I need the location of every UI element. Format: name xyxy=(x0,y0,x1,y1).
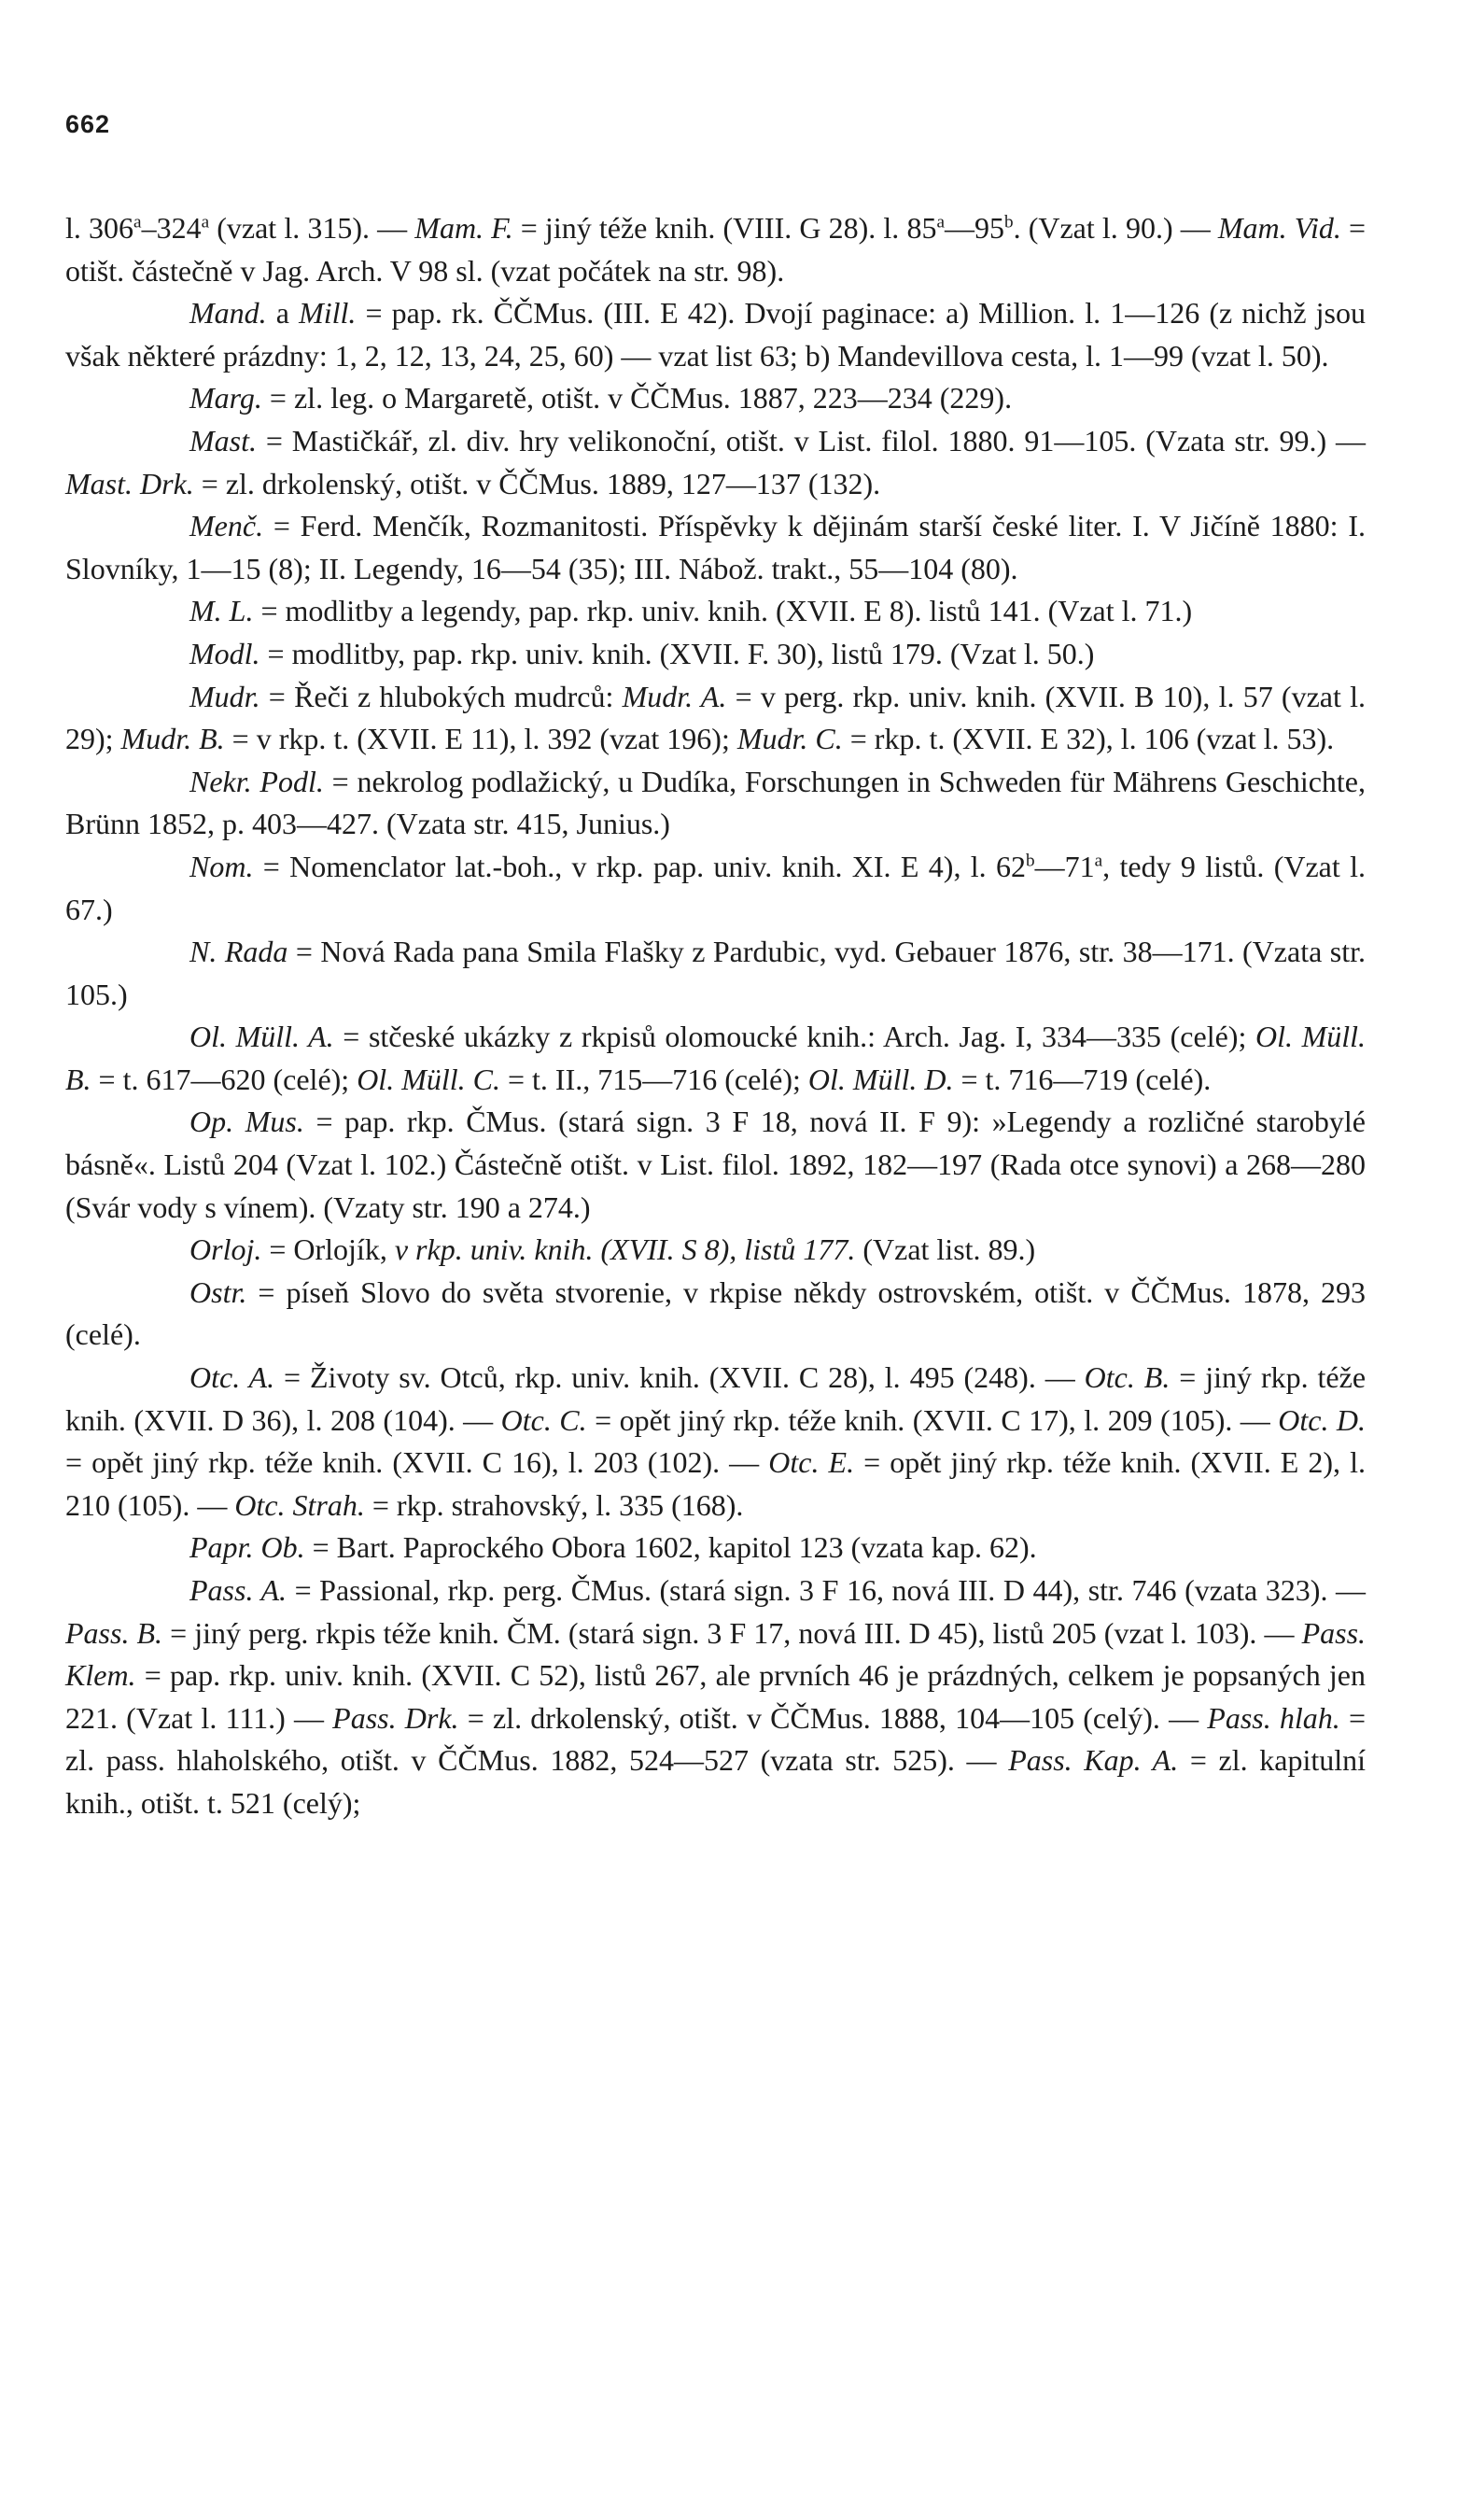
entry-text: = píseň Slovo do světa stvorenie, v rkpise někdy ostrovském, otišt. v ČČMus. 1878, 293 (celé). xyxy=(65,1274,1366,1352)
entry-text: = t. 617—620 (celé); xyxy=(91,1062,357,1096)
entry-abbreviation: Marg. xyxy=(189,381,262,415)
bibliography-entry xyxy=(65,1357,1366,1527)
entry-text: = otišt. částečně v Jag. Arch. V 98 sl. (vzat počátek na str. 98). xyxy=(65,211,1367,288)
entry-text: = t. II., 715—716 (celé); xyxy=(499,1062,808,1096)
entry-abbreviation: Otc. A. xyxy=(189,1360,275,1395)
entry-text: = v perg. rkp. univ. knih. (XVII. B 10), l. 57 (vzat l. 29); xyxy=(65,679,1367,756)
entry-superscript: b xyxy=(1026,851,1035,871)
entry-text: = jiný rkp. téže knih. (XVII. D 36), l. 208 (104). — xyxy=(65,1360,1367,1437)
entry-text: = Ferd. Menčík, Rozmanitosti. Příspěvky k dějinám starší české liter. I. V Jičíně 1880: I. Slovníky, 1—15 (8); II. Legendy, 16—54 (35); III. Nábož. trakt., 55—104 (80). xyxy=(65,509,1366,585)
bibliography-entry xyxy=(65,377,1366,420)
entry-superscript: a xyxy=(201,212,210,232)
bibliography-entry xyxy=(65,1570,1366,1825)
bibliography-entry xyxy=(65,1101,1366,1229)
entry-abbreviation: Mudr. C. xyxy=(736,722,843,756)
entry-superscript: a xyxy=(936,212,945,232)
entry-text: –324 xyxy=(141,211,202,245)
entry-abbreviation: Modl. xyxy=(189,636,260,670)
entry-text: = opět jiný rkp. téže knih. (XVII. C 16), l. 203 (102). — xyxy=(65,1445,769,1480)
entry-text: = Orlojík, xyxy=(261,1232,395,1267)
entry-text: = jiný perg. rkpis téže knih. ČM. (stará sign. 3 F 17, nová III. D 45), listů 205 (vzat l. 103). — xyxy=(162,1615,1302,1650)
entry-abbreviation: Otc. B. xyxy=(1084,1360,1171,1395)
entry-abbreviation: Mand. xyxy=(189,296,267,331)
bibliography-entry xyxy=(65,931,1366,1016)
entry-abbreviation: Papr. Ob. xyxy=(189,1530,305,1565)
entry-text: = Nomenclator lat.-boh., v rkp. pap. univ. knih. XI. E 4), l. 62 xyxy=(253,849,1027,883)
entry-text: a xyxy=(266,296,300,331)
entry-text: = Passional, rkp. perg. ČMus. (stará sign. 3 F 16, nová III. D 44), str. 746 (vzata 323). — xyxy=(287,1573,1367,1607)
entry-text: —71 xyxy=(1034,849,1095,883)
entry-abbreviation: Op. Mus. xyxy=(189,1105,304,1139)
bibliography-entry xyxy=(65,420,1366,505)
entry-abbreviation: Ostr. xyxy=(189,1274,247,1309)
entry-abbreviation: Otc. E. xyxy=(768,1445,855,1480)
entry-abbreviation: Ol. Müll. A. xyxy=(189,1020,334,1054)
entry-text: = zl. pass. hlaholského, otišt. v ČČMus. 1882, 524—527 (vzata str. 525). — xyxy=(65,1700,1367,1778)
entry-text: = t. 716—719 (celé). xyxy=(953,1062,1212,1096)
entry-abbreviation: Ol. Müll. B. xyxy=(65,1020,1367,1096)
bibliography-entry xyxy=(65,633,1366,676)
entry-text: = pap. rkp. univ. knih. (XVII. C 52), listů 267, ale prvních 46 je prázdných, celkem je popsaných jen 221. (Vzat l. 111.) — xyxy=(65,1658,1366,1735)
entry-text: = zl. drkolenský, otišt. v ČČMus. 1888, 104—105 (celý). — xyxy=(458,1700,1208,1735)
entry-superscript: b xyxy=(1003,212,1014,232)
entry-abbreviation: Otc. C. xyxy=(500,1402,587,1437)
entry-text: = opět jiný rkp. téže knih. (XVII. C 17), l. 209 (105). — xyxy=(586,1402,1279,1437)
entry-abbreviation: Menč. xyxy=(189,509,264,543)
entry-abbreviation: N. Rada xyxy=(189,935,288,969)
entry-text: = Nová Rada pana Smila Flašky z Pardubic, vyd. Gebauer 1876, str. 38—171. (Vzata str. 105.) xyxy=(65,935,1367,1011)
entry-text: (vzat l. 315). — xyxy=(209,211,415,245)
entry-text: = modlitby a legendy, pap. rkp. univ. knih. (XVII. E 8). listů 141. (Vzat l. 71.) xyxy=(253,594,1193,628)
entry-abbreviation: Mast. Drk. xyxy=(65,466,194,500)
entry-text: l. 306 xyxy=(65,211,134,245)
entry-superscript: a xyxy=(1094,851,1103,871)
entry-text: = nekrolog podlažický, u Dudíka, Forschungen in Schweden für Mährens Geschichte, Brünn 1852, p. 403—427. (Vzata str. 415, Junius.) xyxy=(65,764,1367,841)
entry-text: = Mastičkář, zl. div. hry velikonoční, otišt. v List. filol. 1880. 91—105. (Vzata str. 99.) — xyxy=(257,423,1366,458)
entry-text: = Bart. Paprockého Obora 1602, kapitol 123 (vzata kap. 62). xyxy=(304,1530,1037,1565)
entry-text: = zl. leg. o Margaretě, otišt. v ČČMus. 1887, 223—234 (229). xyxy=(261,381,1013,415)
entry-text: = v rkp. t. (XVII. E 11), l. 392 (vzat 196); xyxy=(224,722,737,756)
entry-text: = zl. drkolenský, otišt. v ČČMus. 1889, 127—137 (132). xyxy=(193,466,881,500)
abbreviation-list xyxy=(65,207,1366,1825)
entry-abbreviation: Otc. Strah. xyxy=(234,1487,365,1522)
bibliography-entry xyxy=(65,505,1366,590)
bibliography-entry xyxy=(65,1016,1366,1101)
entry-text: . (Vzat l. 90.) — xyxy=(1013,211,1218,245)
bibliography-entry xyxy=(65,207,1366,292)
entry-abbreviation: Mam. F. xyxy=(414,211,513,245)
entry-text: = stčeské ukázky z rkpisů olomoucké knih.: Arch. Jag. I, 334—335 (celé); xyxy=(333,1020,1255,1054)
entry-abbreviation: Mam. Vid. xyxy=(1217,211,1341,245)
entry-abbreviation: Pass. Kap. A. xyxy=(1008,1743,1179,1778)
entry-abbreviation: Mudr. xyxy=(189,679,260,713)
entry-abbreviation: Ol. Müll. C. xyxy=(357,1062,500,1096)
entry-text: = opět jiný rkp. téže knih. (XVII. E 2), l. 210 (105). — xyxy=(65,1445,1367,1522)
entry-text: —95 xyxy=(944,211,1004,245)
entry-abbreviation: Nom. xyxy=(189,849,254,883)
page-number: 662 xyxy=(65,110,111,138)
entry-text: = Životy sv. Otců, rkp. univ. knih. (XVII. C 28), l. 495 (248). — xyxy=(274,1360,1085,1395)
entry-text: , tedy 9 listů. (Vzat l. 67.) xyxy=(65,849,1367,926)
entry-superscript: a xyxy=(133,212,142,232)
entry-abbreviation: Mudr. A. xyxy=(622,679,727,713)
entry-abbreviation: Pass. hlah. xyxy=(1207,1700,1340,1735)
entry-text: = rkp. t. (XVII. E 32), l. 106 (vzat l. 53). xyxy=(842,722,1335,756)
entry-abbreviation: Pass. Drk. xyxy=(332,1700,459,1735)
bibliography-entry xyxy=(65,761,1366,846)
bibliography-entry xyxy=(65,676,1366,761)
entry-abbreviation: Nekr. Podl. xyxy=(189,764,324,798)
entry-text: = pap. rkp. ČMus. (stará sign. 3 F 18, nová II. F 9): »Legendy a rozličné starobylé básně«. Listů 204 (Vzat l. 102.) Částečně otišt. v List. filol. 1892, 182—197 (Rada otce synovi) a 268—280 (Svár vody s vínem). (Vzaty str. 190 a 274.) xyxy=(65,1105,1367,1224)
bibliography-entry xyxy=(65,846,1366,931)
entry-text: = zl. kapitulní knih., otišt. t. 521 (celý); xyxy=(65,1743,1367,1820)
entry-abbreviation: Orloj. xyxy=(189,1232,262,1267)
bibliography-entry xyxy=(65,1527,1366,1570)
entry-abbreviation: Mast. xyxy=(189,423,257,458)
entry-text: = pap. rk. ČČMus. (III. E 42). Dvojí paginace: a) Million. l. 1—126 (z nichž jsou však některé prázdny: 1, 2, 12, 13, 24, 25, 60) — vzat list 63; b) Mandevillova cesta, l. 1—99 (vzat l. 50). xyxy=(65,296,1367,373)
entry-abbreviation: Mudr. B. xyxy=(120,722,225,756)
entry-abbreviation: Pass. A. xyxy=(189,1573,287,1607)
entry-text: = modlitby, pap. rkp. univ. knih. (XVII. F. 30), listů 179. (Vzat l. 50.) xyxy=(259,636,1095,670)
bibliography-entry xyxy=(65,590,1366,633)
entry-text: = jiný téže knih. (VIII. G 28). l. 85 xyxy=(512,211,937,245)
bibliography-entry xyxy=(65,1229,1366,1272)
entry-abbreviation: Otc. D. xyxy=(1278,1402,1367,1437)
bibliography-entry xyxy=(65,292,1366,377)
entry-abbreviation: Pass. B. xyxy=(65,1615,163,1650)
entry-abbreviation: v rkp. univ. knih. (XVII. S 8), listů 177. xyxy=(394,1232,856,1267)
bibliography-entry xyxy=(65,1272,1366,1357)
entry-text: (Vzat list. 89.) xyxy=(855,1232,1036,1267)
entry-abbreviation: Ol. Müll. D. xyxy=(807,1062,954,1096)
entry-abbreviation: Mill. xyxy=(299,296,357,331)
entry-abbreviation: M. L. xyxy=(189,594,254,628)
entry-text: = Řeči z hlubokých mudrců: xyxy=(259,679,623,713)
entry-text: = rkp. strahovský, l. 335 (168). xyxy=(364,1487,744,1522)
entry-abbreviation: Pass. Klem. xyxy=(65,1615,1367,1693)
